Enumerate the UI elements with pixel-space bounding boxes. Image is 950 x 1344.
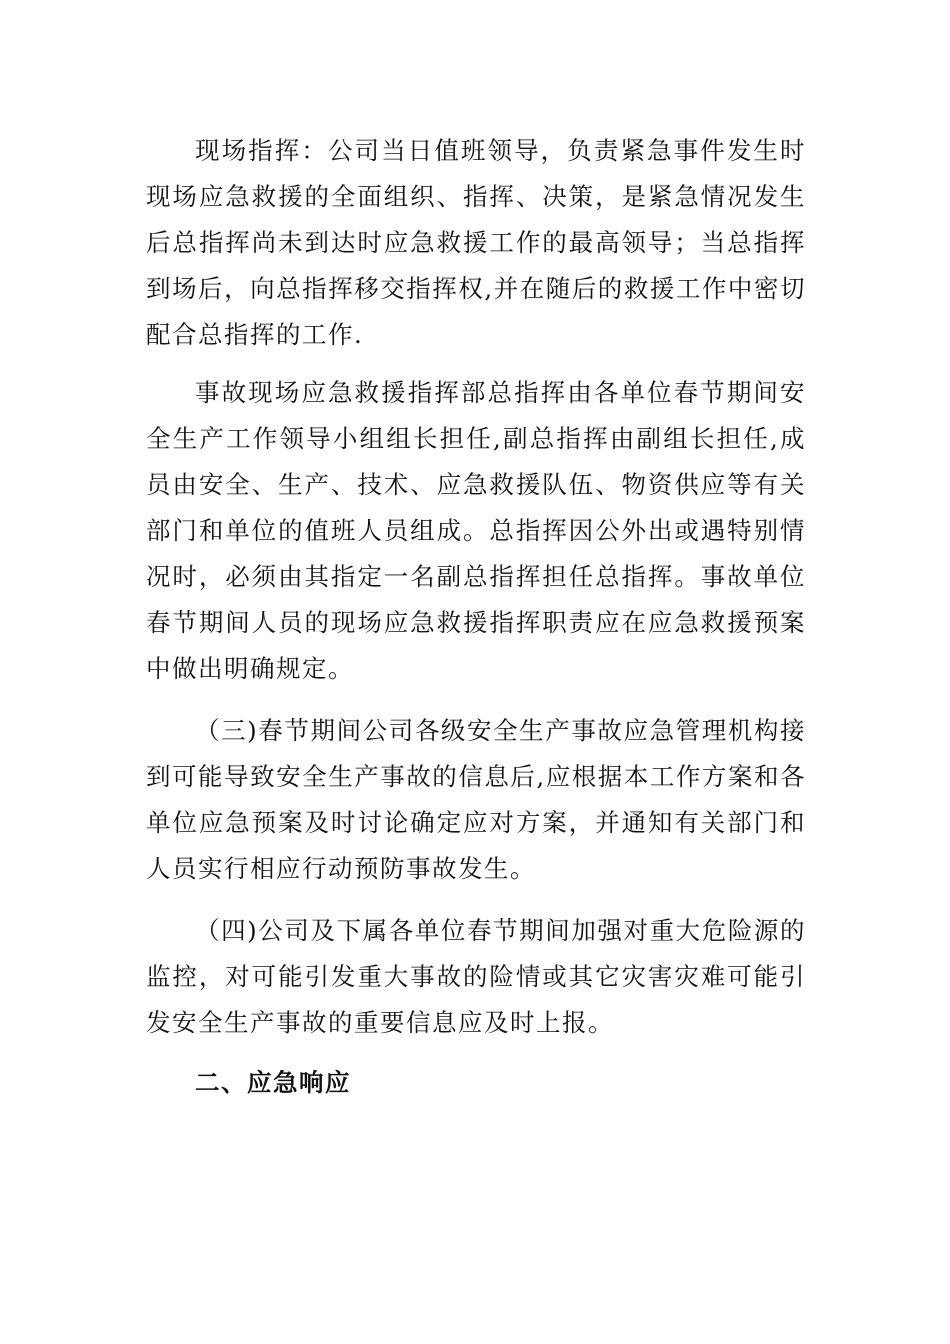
document-body (146, 128, 806, 1106)
paragraph-item-four: （四)公司及下属各单位春节期间加强对重大危险源的监控，对可能引发重大事故的险情或其它灾害灾难可能引发安全生产事故的重要信息应及时上报。 (146, 916, 806, 1037)
paragraph-command-structure: 事故现场应急救援指挥部总指挥由各单位春节期间安全生产工作领导小组组长担任,副总指挥由副组长担任,成员由安全、生产、技术、应急救援队伍、物资供应等有关部门和单位的值班人员组成。总指挥因公外出或遇特别情况时，必须由其指定一名副总指挥担任总指挥。事故单位春节期间人员的现场应急救援指挥职责应在应急救援预案中做出明确规定。 (146, 378, 806, 683)
paragraph-item-three: （三)春节期间公司各级安全生产事故应急管理机构接到可能导致安全生产事故的信息后,应根据本工作方案和各单位应急预案及时讨论确定应对方案，并通知有关部门和人员实行相应行动预防事故发生。 (146, 716, 806, 883)
section-heading-emergency-response: 二、应急响应 (195, 1068, 351, 1097)
paragraph-on-site-command: 现场指挥：公司当日值班领导，负责紧急事件发生时现场应急救援的全面组织、指挥、决策，是紧急情况发生后总指挥尚未到达时应急救援工作的最高领导；当总指挥到场后，向总指挥移交指挥权,并在随后的救援工作中密切配合总指挥的工作. (146, 136, 806, 349)
